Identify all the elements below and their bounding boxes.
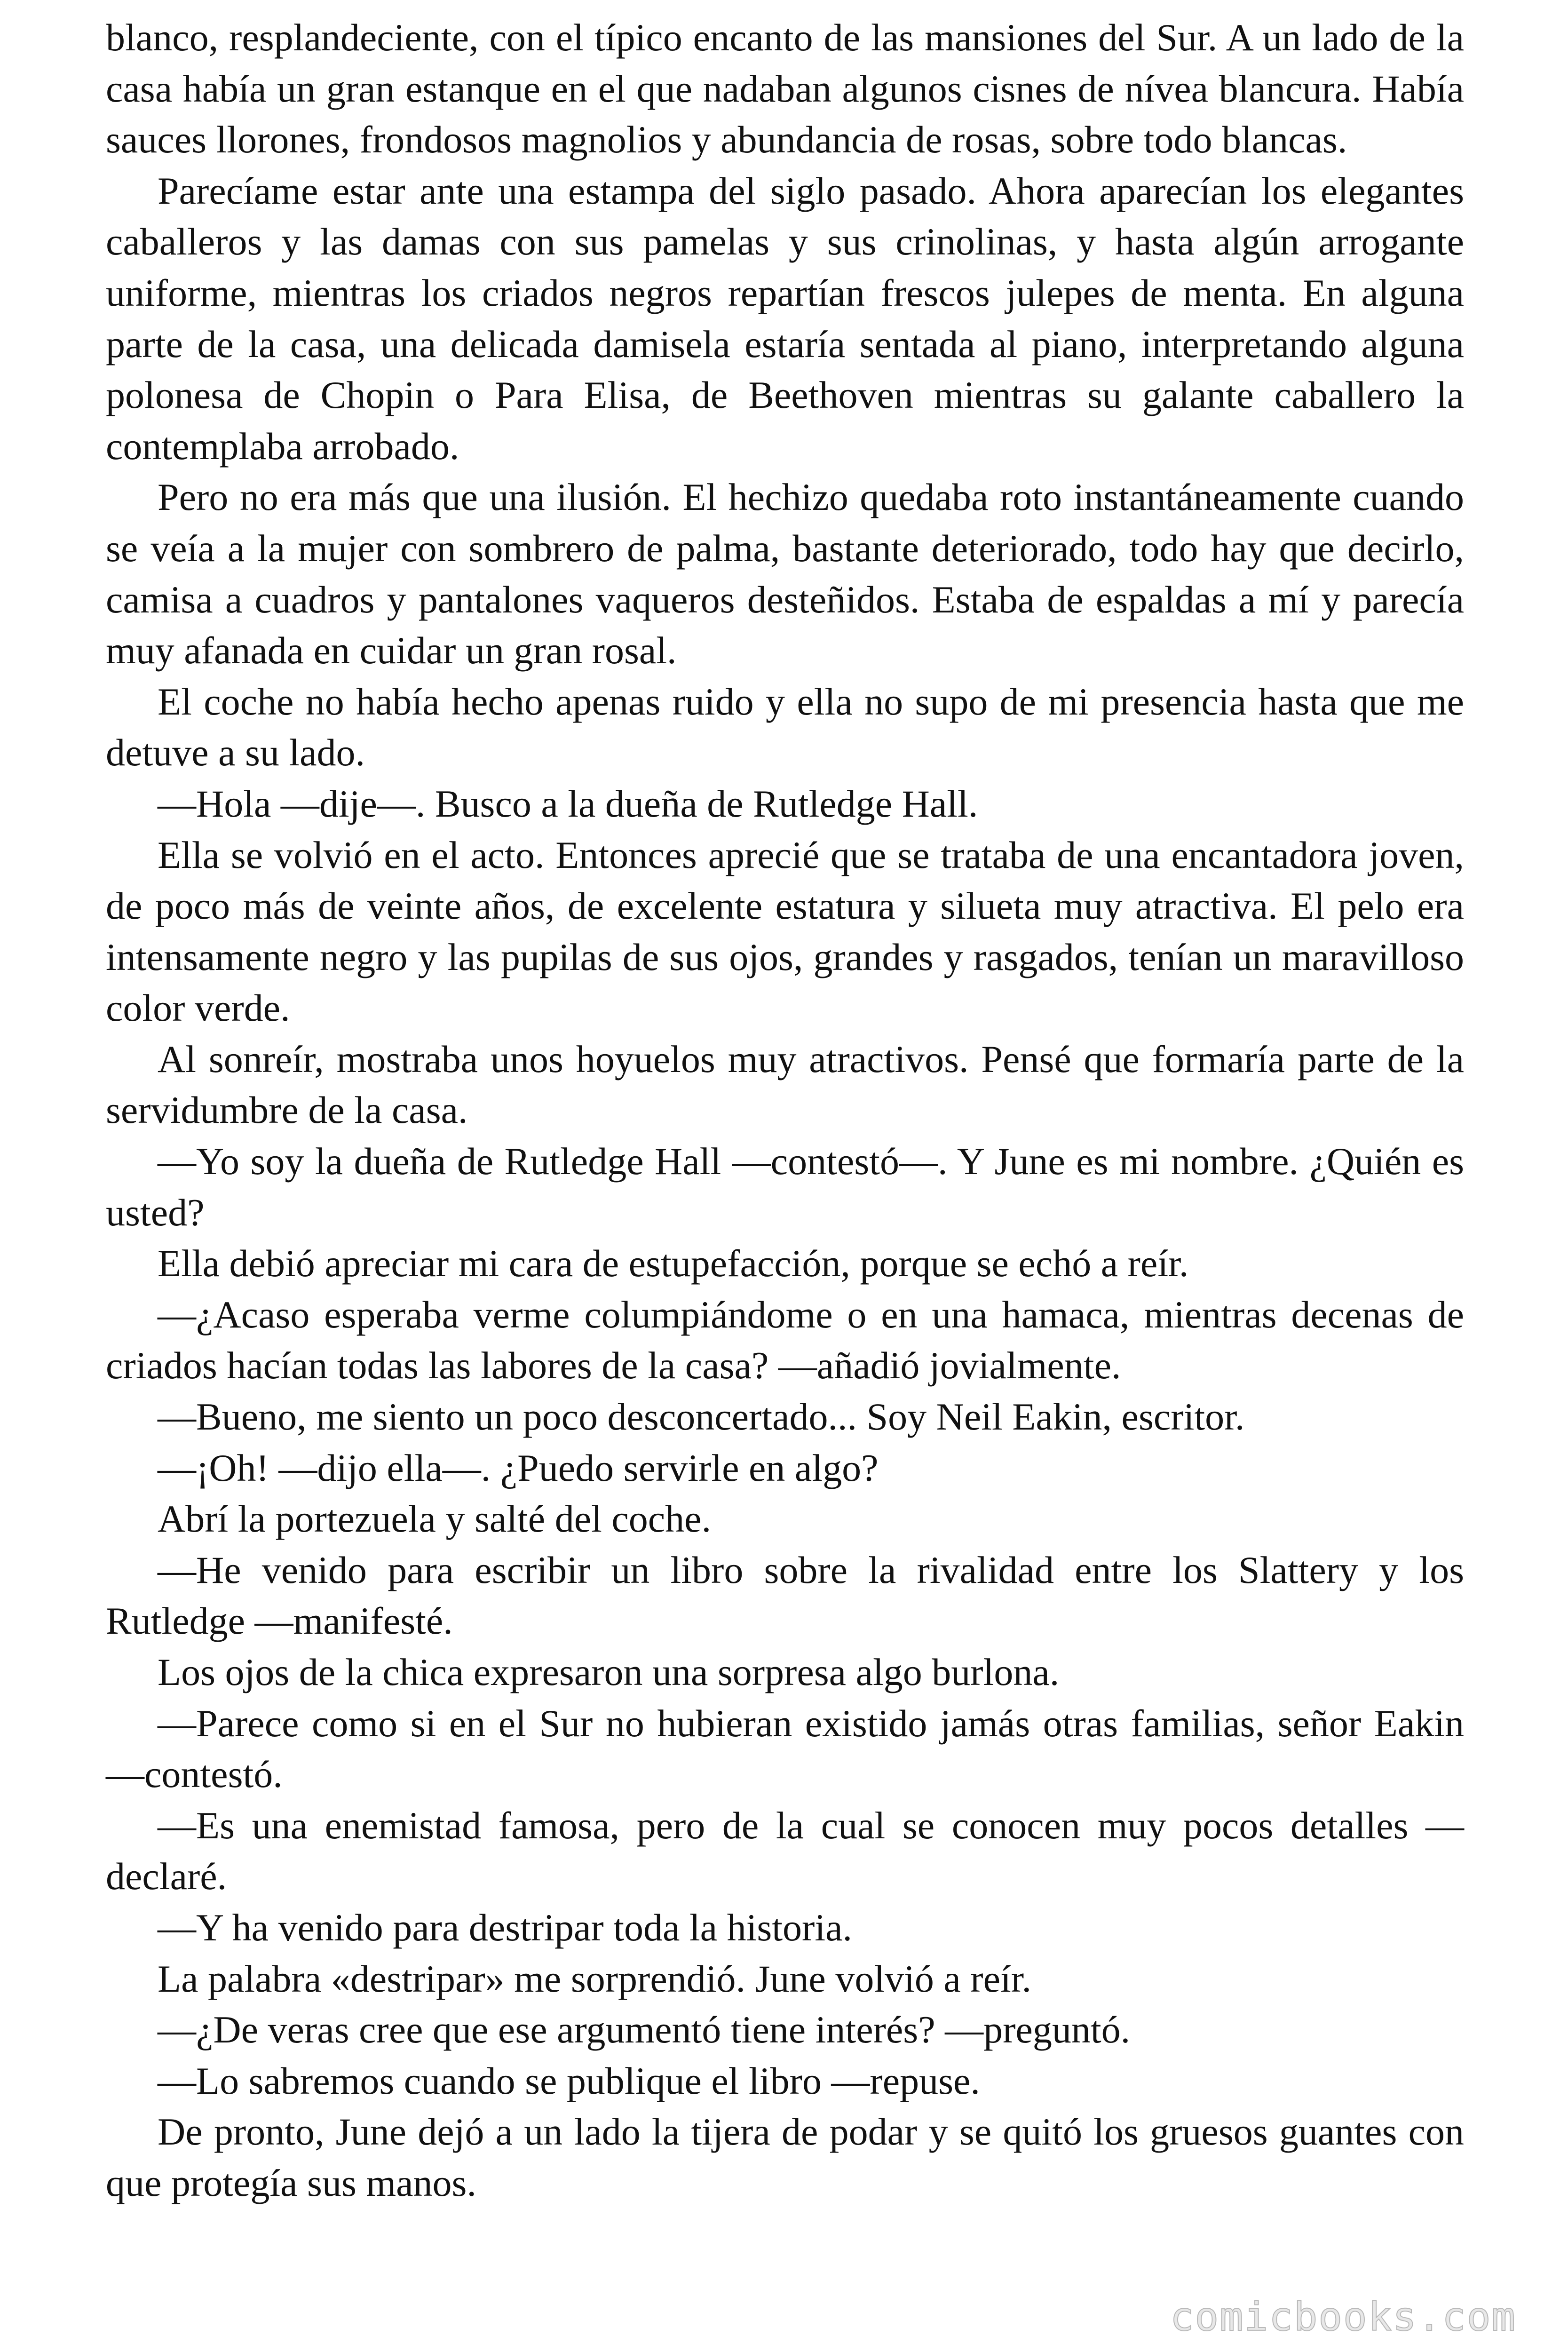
paragraph: La palabra «destripar» me sorprendió. June volvió a reír. <box>158 1957 1032 2000</box>
paragraph: —Bueno, me siento un poco desconcertado... Soy Neil Eakin, escritor. <box>158 1395 1245 1438</box>
paragraph: Parecíame estar ante una estampa del siglo pasado. Ahora aparecían los elegantes caballeros y las damas con sus pamelas y sus crinolinas, y hasta algún arrogante uniforme, mientras los criados negros repartían frescos julepes de menta. En alguna parte de la casa, una delicada damisela estaría sentada al piano, interpretando alguna polonesa de Chopin o Para Elisa, de Beethoven mientras su galante caballero la contemplaba arrobado. <box>106 169 1464 468</box>
paragraph: —¡Oh! —dijo ella—. ¿Puedo servirle en algo? <box>158 1446 879 1489</box>
watermark: comicbooks.com <box>1170 2294 1516 2340</box>
paragraph: —¿Acaso esperaba verme columpiándome o en una hamaca, mientras decenas de criados hacían todas las labores de la casa? —añadió jovialmente. <box>106 1293 1464 1387</box>
paragraph: Los ojos de la chica expresaron una sorpresa algo burlona. <box>158 1651 1060 1693</box>
paragraph: —He venido para escribir un libro sobre la rivalidad entre los Slattery y los Rutledge —manifesté. <box>106 1548 1464 1643</box>
paragraph: Pero no era más que una ilusión. El hechizo quedaba roto instantáneamente cuando se veía a la mujer con sombrero de palma, bastante deteriorado, todo hay que decirlo, camisa a cuadros y pantalones vaqueros desteñidos. Estaba de espaldas a mí y parecía muy afanada en cuidar un gran rosal. <box>106 476 1464 672</box>
paragraph: De pronto, June dejó a un lado la tijera de podar y se quitó los gruesos guantes con que protegía sus manos. <box>106 2110 1464 2204</box>
paragraph: Abrí la portezuela y salté del coche. <box>158 1497 712 1541</box>
paragraph: —Lo sabremos cuando se publique el libro —repuse. <box>158 2059 980 2102</box>
paragraph: —¿De veras cree que ese argumentó tiene interés? —preguntó. <box>158 2008 1131 2051</box>
paragraph: Ella se volvió en el acto. Entonces aprecié que se trataba de una encantadora joven, de poco más de veinte años, de excelente estatura y silueta muy atractiva. El pelo era intensamente negro y las pupilas de sus ojos, grandes y rasgados, tenían un maravilloso color verde. <box>106 833 1464 1030</box>
book-page-text <box>106 12 1464 2209</box>
paragraph: Ella debió apreciar mi cara de estupefacción, porque se echó a reír. <box>158 1242 1189 1285</box>
paragraph: Al sonreír, mostraba unos hoyuelos muy atractivos. Pensé que formaría parte de la servidumbre de la casa. <box>106 1037 1464 1132</box>
paragraph: El coche no había hecho apenas ruido y ella no supo de mi presencia hasta que me detuve a su lado. <box>106 680 1464 774</box>
paragraph: —Yo soy la dueña de Rutledge Hall —contestó—. Y June es mi nombre. ¿Quién es usted? <box>106 1140 1464 1234</box>
paragraph: —Y ha venido para destripar toda la historia. <box>158 1906 853 1949</box>
paragraph: —Parece como si en el Sur no hubieran existido jamás otras familias, señor Eakin —contestó. <box>106 1701 1464 1796</box>
paragraph: —Hola —dije—. Busco a la dueña de Rutledge Hall. <box>158 782 978 825</box>
paragraph: blanco, resplandeciente, con el típico encanto de las mansiones del Sur. A un lado de la casa había un gran estanque en el que nadaban algunos cisnes de nívea blancura. Había sauces llorones, frondosos magnolios y abundancia de rosas, sobre todo blancas. <box>106 16 1464 161</box>
paragraph: —Es una enemistad famosa, pero de la cual se conocen muy pocos detalles — declaré. <box>106 1804 1464 1898</box>
